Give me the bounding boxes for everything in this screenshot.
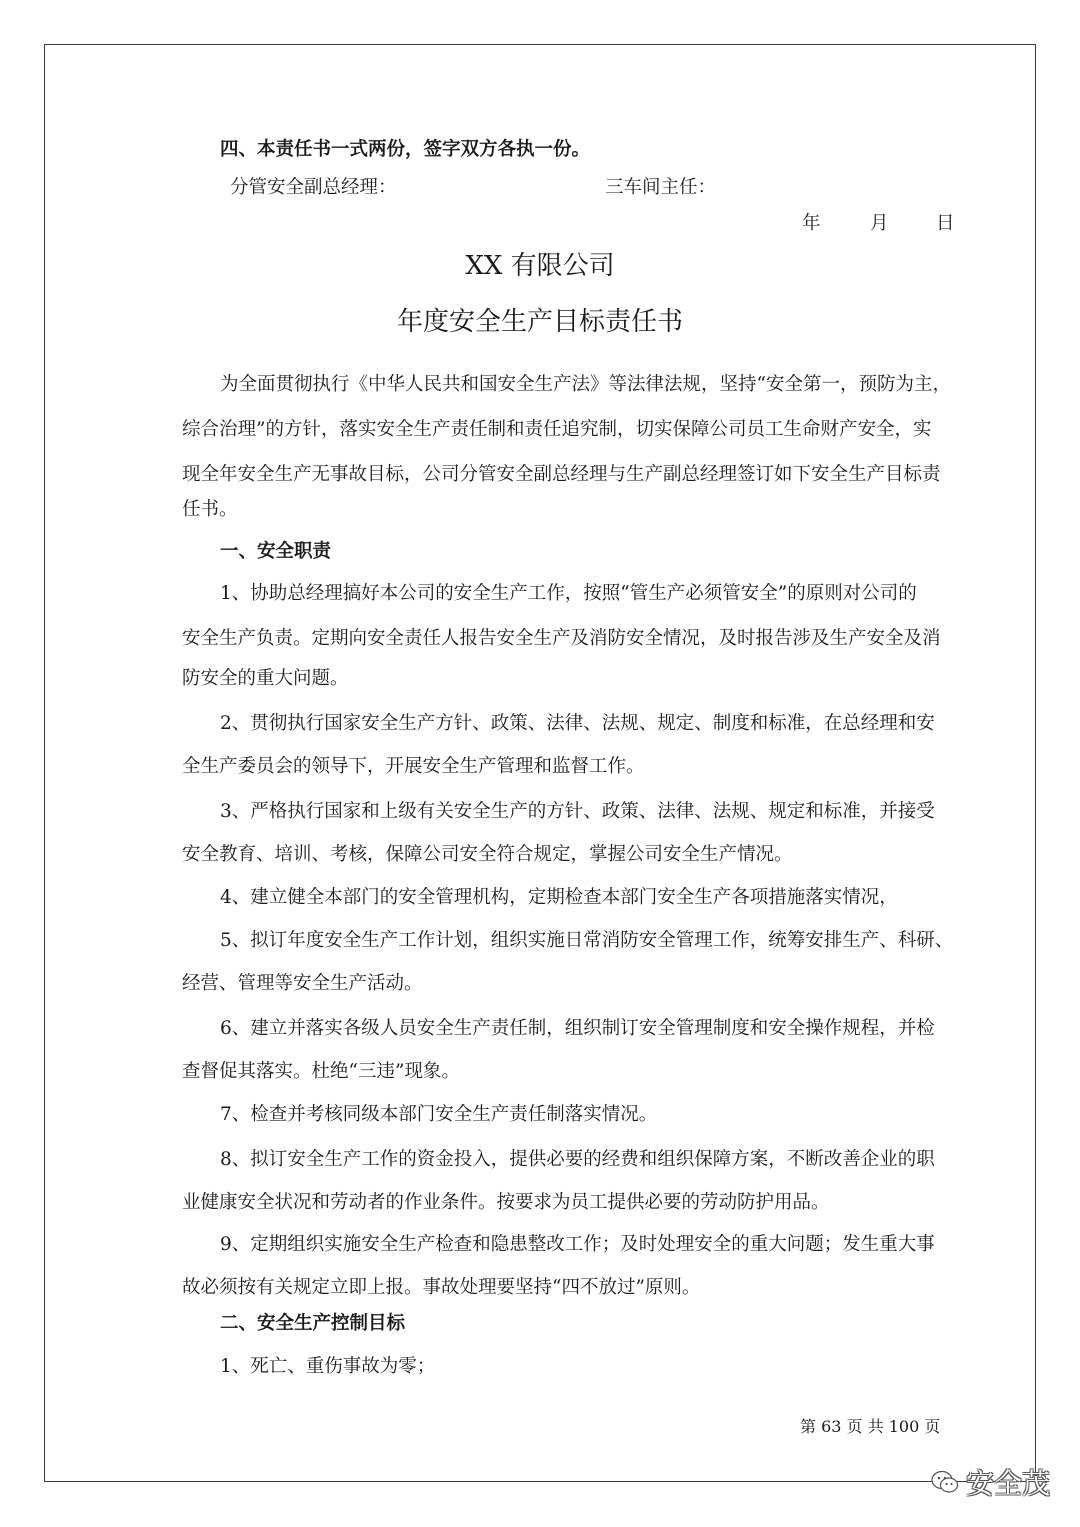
body-line: 1、协助总经理搞好本公司的安全生产工作，按照“管生产必须管安全”的原则对公司的 (220, 583, 917, 604)
section-heading: 一、安全职责 (220, 541, 332, 562)
signature-label-deputy-gm: 分管安全副总经理： (230, 177, 397, 198)
body-line: 综合治理”的方针，落实安全生产责任制和责任追究制，切实保障公司员工生命财产安全，实 (182, 419, 932, 440)
body-line: 安全教育、培训、考核，保障公司安全符合规定，掌握公司安全生产情况。 (182, 844, 793, 865)
body-line: 7、检查并考核同级本部门安全生产责任制落实情况。 (220, 1104, 658, 1125)
body-line: 经营、管理等安全生产活动。 (182, 973, 423, 994)
signature-label-workshop-director: 三车间主任： (605, 177, 717, 198)
body-line: 故必须按有关规定立即上报。事故处理要坚持“四不放过”原则。 (182, 1277, 701, 1298)
body-line: 6、建立并落实各级人员安全生产责任制，组织制订安全管理制度和安全操作规程，并检 (220, 1018, 935, 1039)
body-line: 业健康安全状况和劳动者的作业条件。按要求为员工提供必要的劳动防护用品。 (182, 1192, 830, 1213)
page-number: 第 63 页 共 100 页 (800, 1417, 941, 1436)
date-month: 月 (870, 213, 889, 234)
body-line: 查督促其落实。杜绝“三违”现象。 (182, 1061, 460, 1082)
body-line: 为全面贯彻执行《中华人民共和国安全生产法》等法律法规，坚持“安全第一，预防为主， (220, 374, 951, 395)
body-line: 现全年安全生产无事故目标，公司分管安全副总经理与生产副总经理签订如下安全生产目标责 (182, 464, 941, 485)
body-line: 3、严格执行国家和上级有关安全生产的方针、政策、法律、法规、规定和标准，并接受 (220, 801, 935, 822)
body-line: 2、贯彻执行国家安全生产方针、政策、法律、法规、规定、制度和标准，在总经理和安 (220, 713, 935, 734)
date-year: 年 (802, 213, 821, 234)
body-line: 4、建立健全本部门的安全管理机构，定期检查本部门安全生产各项措施落实情况， (220, 887, 898, 908)
body-line: 防安全的重大问题。 (182, 668, 349, 689)
body-line: 9、定期组织实施安全生产检查和隐患整改工作；及时处理安全的重大问题；发生重大事 (220, 1234, 935, 1255)
company-name: XX 有限公司 (465, 251, 615, 281)
watermark (930, 1462, 1050, 1502)
body-line: 5、拟订年度安全生产工作计划，组织实施日常消防安全管理工作，统筹安排生产、科研、 (220, 930, 954, 951)
body-line: 全生产委员会的领导下，开展安全生产管理和监督工作。 (182, 756, 645, 777)
clause-4: 四、本责任书一式两份，签字双方各执一份。 (220, 139, 591, 160)
section-heading: 二、安全生产控制目标 (220, 1313, 406, 1334)
wechat-icon (930, 1469, 960, 1495)
body-line: 任书。 (182, 499, 238, 520)
body-line: 安全生产负责。定期向安全责任人报告安全生产及消防安全情况，及时报告涉及生产安全及消 (182, 628, 941, 649)
watermark-text: 安全茂 (966, 1467, 1051, 1500)
document-title: 年度安全生产目标责任书 (396, 307, 683, 337)
date-day: 日 (936, 213, 955, 234)
body-line: 8、拟订安全生产工作的资金投入，提供必要的经费和组织保障方案，不断改善企业的职 (220, 1149, 935, 1170)
body-line: 1、死亡、重伤事故为零； (220, 1356, 436, 1377)
